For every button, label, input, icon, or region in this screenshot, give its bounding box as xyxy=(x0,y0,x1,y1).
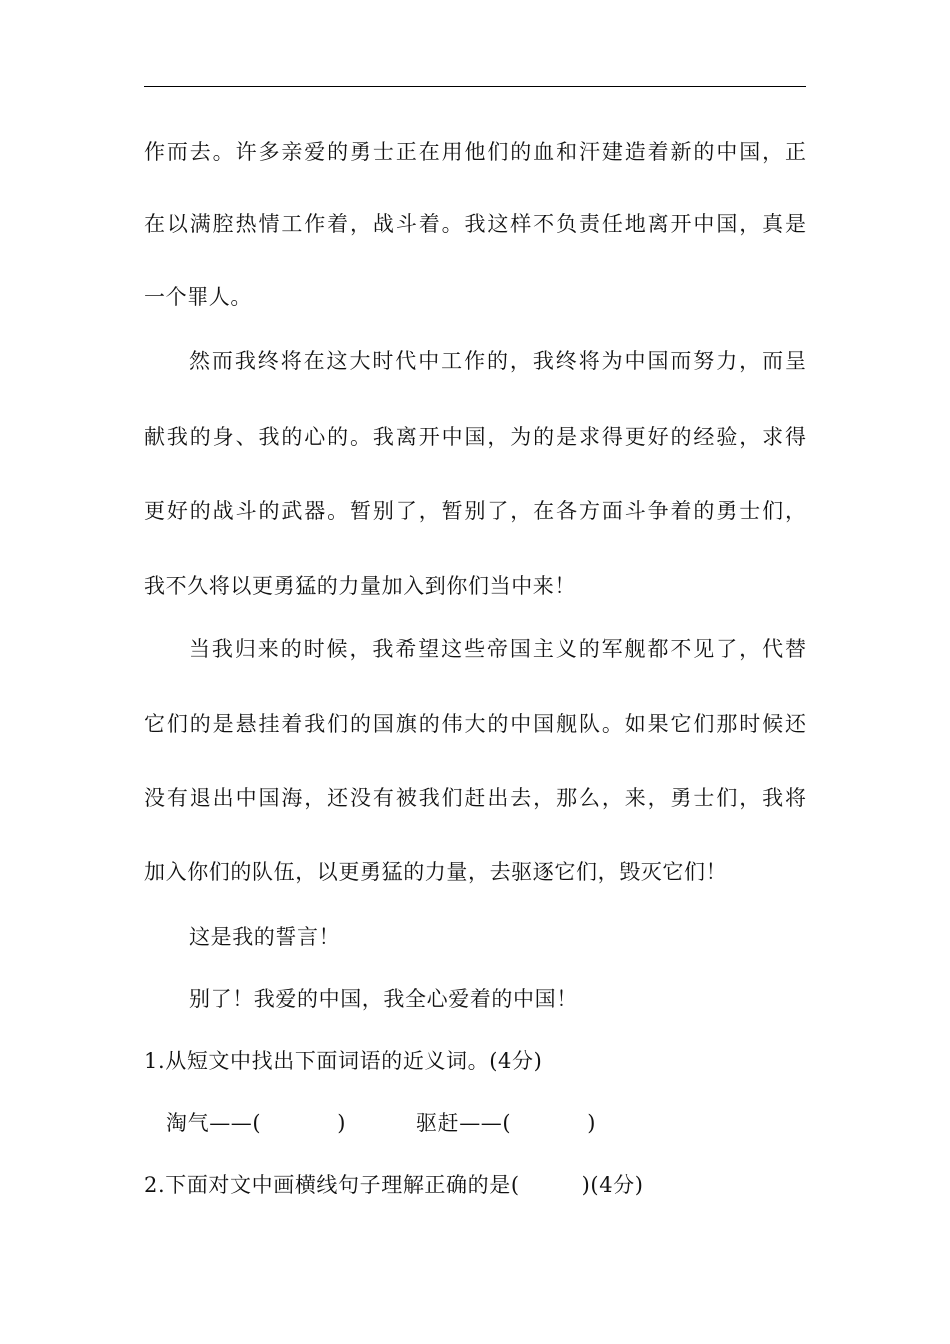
passage-line: 加入你们的队伍，以更勇猛的力量，去驱逐它们，毁灭它们！ xyxy=(144,860,728,884)
question-1: 1.从短文中找出下面词语的近义词。(4分) xyxy=(144,1049,543,1073)
passage-line: 这是我的誓言！ xyxy=(189,925,341,949)
passage-line: 别了！我爱的中国，我全心爱着的中国！ xyxy=(189,987,578,1011)
question-2-text: 2.下面对文中画横线句子理解正确的是( xyxy=(144,1173,520,1197)
answer-2-close: ) xyxy=(587,1111,596,1135)
passage-line: 然而我终将在这大时代中工作的，我终将为中国而努力，而呈 xyxy=(189,349,806,373)
passage-line: 更好的战斗的武器。暂别了，暂别了，在各方面斗争着的勇士们， xyxy=(144,499,806,523)
passage-line: 献我的身、我的心的。我离开中国，为的是求得更好的经验，求得 xyxy=(144,425,806,449)
passage-line: 作而去。许多亲爱的勇士正在用他们的血和汗建造着新的中国，正 xyxy=(144,140,806,164)
passage-line: 我不久将以更勇猛的力量加入到你们当中来！ xyxy=(144,574,576,598)
answer-1-close: ) xyxy=(337,1111,346,1135)
answer-2-label: 驱赶——( xyxy=(416,1111,512,1135)
passage-line: 当我归来的时候，我希望这些帝国主义的军舰都不见了，代替 xyxy=(189,637,806,661)
question-2 xyxy=(144,1170,644,1200)
header-rule xyxy=(144,86,806,87)
passage-line: 在以满腔热情工作着，战斗着。我这样不负责任地离开中国，真是 xyxy=(144,212,806,236)
passage-line: 它们的是悬挂着我们的国旗的伟大的中国舰队。如果它们那时候还 xyxy=(144,712,806,736)
question-2-score: )(4分) xyxy=(581,1173,644,1197)
answer-1-label: 淘气——( xyxy=(166,1111,262,1135)
passage-line: 一个罪人。 xyxy=(144,285,252,309)
question-1-answer-row xyxy=(166,1108,596,1138)
passage-line: 没有退出中国海，还没有被我们赶出去，那么，来，勇士们，我将 xyxy=(144,786,806,810)
